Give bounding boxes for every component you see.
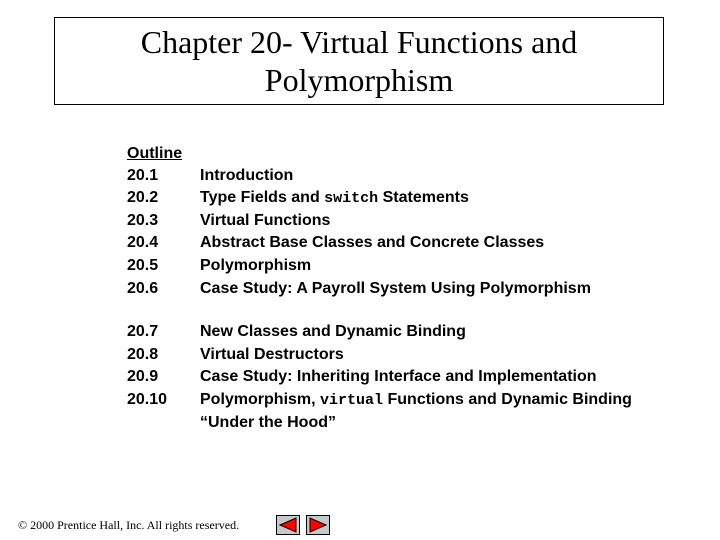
outline	[127, 143, 687, 433]
outline-item	[127, 255, 687, 278]
slide-title: Chapter 20- Virtual Functions and Polymorphism	[140, 24, 578, 98]
outline-item-number: 20.7	[127, 323, 159, 341]
arrow-left-icon	[276, 515, 300, 535]
outline-item-number: 20.1	[127, 166, 159, 184]
outline-spacer	[127, 300, 687, 321]
outline-item	[127, 344, 687, 367]
outline-item	[127, 210, 687, 233]
outline-item-number: 20.6	[127, 279, 159, 297]
outline-item-text: New Classes and Dynamic Binding	[200, 323, 466, 341]
next-slide-button[interactable]	[306, 515, 330, 535]
outline-item-text: Virtual Functions	[200, 211, 331, 229]
outline-item-number: 20.3	[127, 211, 159, 229]
outline-heading: Outline	[127, 145, 183, 162]
outline-item-text: Case Study: A Payroll System Using Polymorphism	[200, 279, 591, 297]
outline-item-text: Case Study: Inheriting Interface and Implementation	[200, 368, 597, 386]
outline-item-text: Virtual Destructors	[200, 345, 344, 363]
outline-item	[127, 232, 687, 255]
arrow-right-icon	[306, 515, 330, 535]
outline-item-text: Type Fields and switch Statements	[200, 189, 469, 208]
copyright-footer: © 2000 Prentice Hall, Inc. All rights reserved.	[18, 518, 240, 532]
outline-item-text: Polymorphism	[200, 256, 312, 274]
outline-item	[127, 165, 687, 188]
outline-item-number: 20.2	[127, 189, 159, 207]
outline-item-number: 20.5	[127, 256, 159, 274]
previous-slide-button[interactable]	[276, 515, 300, 535]
outline-item	[127, 389, 687, 433]
outline-item-number: 20.10	[127, 390, 168, 408]
outline-item	[127, 278, 687, 301]
outline-item-text: Introduction	[200, 166, 294, 184]
outline-item-number: 20.8	[127, 345, 159, 363]
title-box	[54, 17, 664, 105]
outline-item	[127, 366, 687, 389]
outline-item-text: Abstract Base Classes and Concrete Classes	[200, 234, 545, 252]
outline-item-number: 20.9	[127, 368, 159, 386]
outline-item-number: 20.4	[127, 234, 159, 252]
outline-item	[127, 187, 687, 210]
outline-item	[127, 321, 687, 344]
outline-item-text: Polymorphism, virtual Functions and Dynamic Binding “Under the Hood”	[200, 390, 632, 431]
